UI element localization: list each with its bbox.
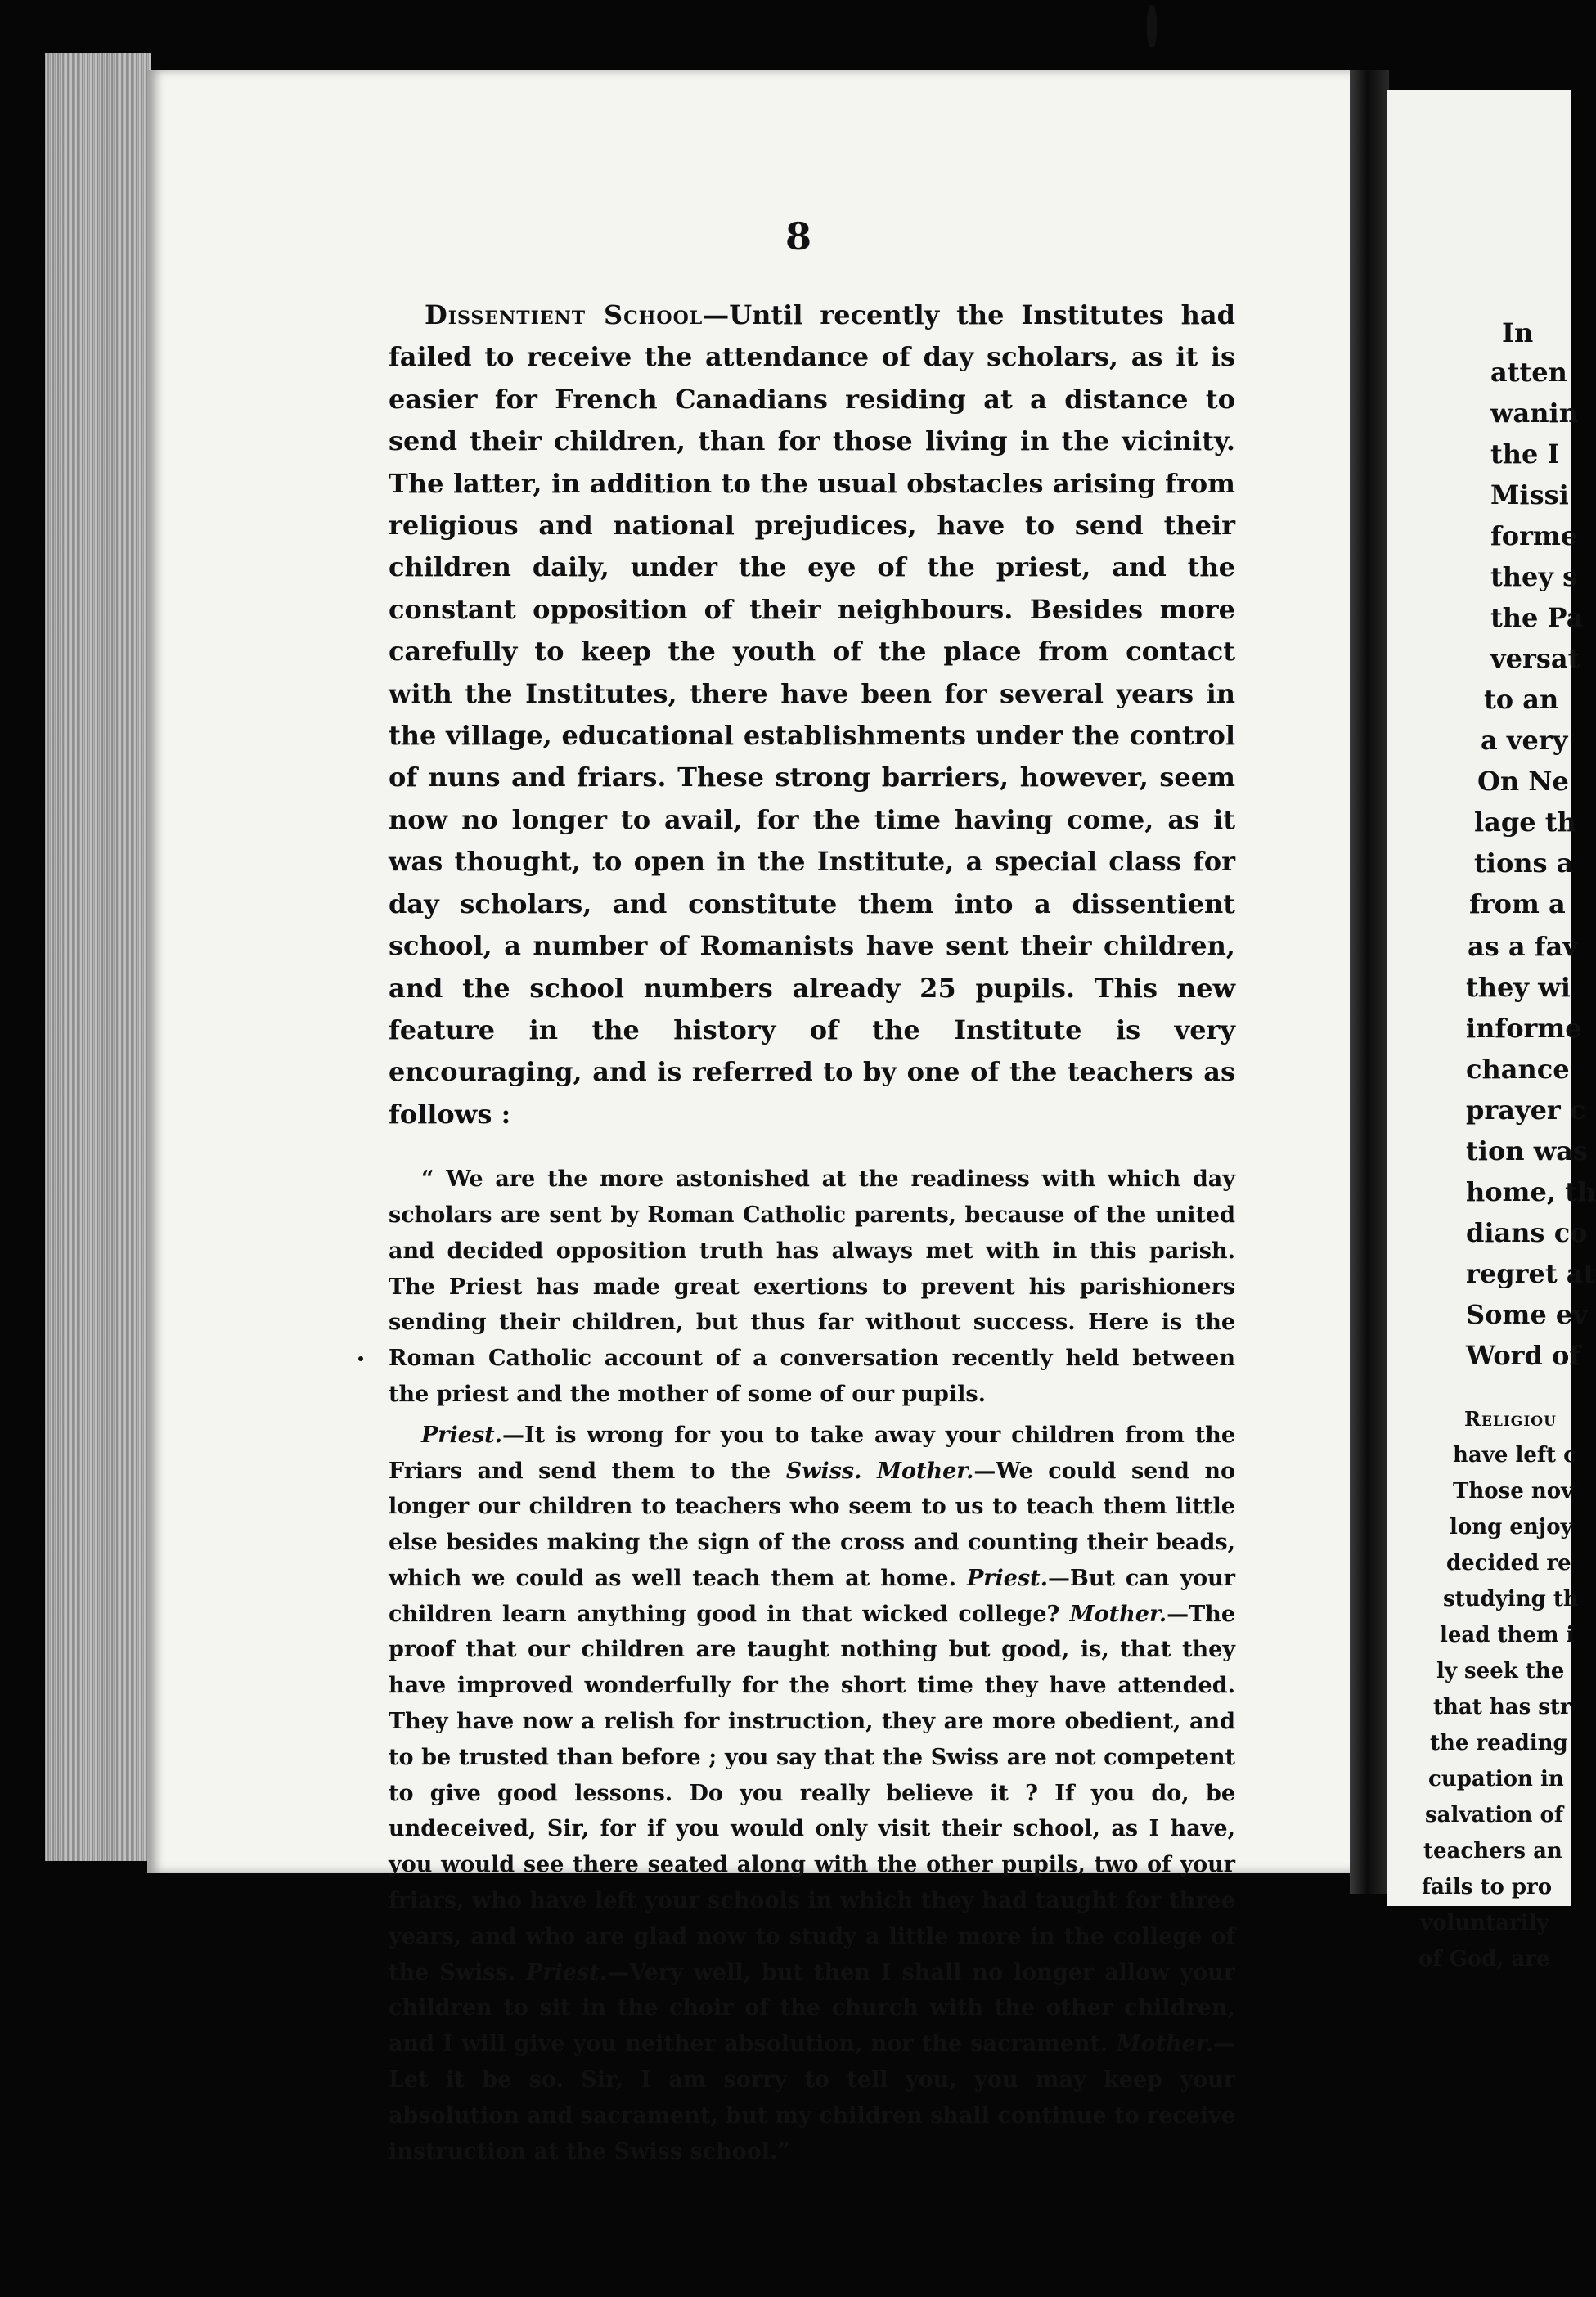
right-page-fragment — [1387, 90, 1596, 1971]
right-page-line: wanin — [1490, 398, 1578, 429]
right-page-line: the reading — [1430, 1731, 1568, 1755]
right-page-line: home, th — [1466, 1176, 1596, 1207]
right-page-line: lage th — [1474, 807, 1576, 838]
dialogue-paragraph — [389, 1418, 1235, 2170]
right-page-line: cupation in — [1428, 1767, 1564, 1791]
right-page-line: voluntarily — [1420, 1911, 1549, 1935]
intro-text: —Until recently the Institutes had failed to receive the attendance of day scholars, as it is easier for French Canadians residing at a distance to send their children, than for those living in the vicinity. The latter, in addition to the usual obstacles arising from religious and national prejudices, have to send their children daily, under the eye of the priest, and the constant opposition of their neighbours. Besides more carefully to keep the youth of the place from contact with the Institutes, there have been for several years in the village, educational establishments under the control of nuns and friars. These strong barriers, however, seem now no longer to avail, for the time having come, as it was thought, to open in the Institute, a special class for day scholars, and constitute them into a dissentient school, a number of Romanists have sent their children, and the school numbers already 25 pupils. This new feature in the history of the Institute is very encouraging, and is referred to by one of the teachers as follows : — [389, 299, 1235, 1130]
right-page-line: prayer c — [1466, 1095, 1586, 1126]
dialogue-text: —Let it be so. Sir, I am sorry to tell you, you may keep your absolution and sacrament, but my children shall continue to receive instruction at the Swiss school.” — [389, 2031, 1235, 2164]
ink-speck — [358, 1356, 363, 1361]
right-page-line: a very — [1481, 725, 1568, 756]
right-page-line: that has str — [1433, 1695, 1571, 1719]
right-page-line: from a — [1469, 888, 1566, 919]
speaker-label: Mother. — [877, 1458, 974, 1484]
ink-speck — [1147, 5, 1157, 47]
right-page-line: In — [1502, 317, 1534, 348]
right-page-line: Word of — [1466, 1340, 1581, 1371]
emphasis-word: Swiss. — [785, 1458, 862, 1484]
right-page-line: chance — [1466, 1054, 1570, 1085]
right-page-line: atten — [1490, 357, 1567, 388]
right-page-line: Religiou — [1464, 1407, 1557, 1431]
right-page-line: teachers an — [1423, 1839, 1562, 1863]
book-gutter — [1350, 70, 1389, 1894]
right-page-line: Missi — [1490, 479, 1569, 510]
speaker-label: Priest. — [526, 1959, 608, 1985]
right-page-line: as a fav — [1468, 931, 1578, 962]
dialogue-text: —But can your children learn anything good in that wicked college? — [389, 1565, 1236, 1627]
right-page-line: informe — [1466, 1013, 1582, 1044]
right-page-line: decided re — [1446, 1551, 1571, 1576]
page-body — [389, 294, 1235, 2169]
right-page-line: of God, are — [1418, 1947, 1550, 1971]
speaker-label: Mother. — [1116, 2031, 1213, 2057]
right-page-line: ly seek the — [1436, 1659, 1565, 1683]
speaker-label: Mother. — [1069, 1601, 1167, 1627]
dialogue-text: —Very well, but then I shall no longer allow your children to sit in the choir of the church with the other children, and I will give you neither absolution, nor the sacrament. — [389, 1959, 1235, 2057]
right-page-line: they wi — [1466, 972, 1571, 1003]
right-page-line: lead them i — [1440, 1623, 1575, 1647]
page-stack-edge — [45, 53, 151, 1861]
right-page-line: regret at — [1466, 1258, 1596, 1289]
page-number: 8 — [785, 214, 812, 258]
right-page-line: tion was — [1466, 1135, 1588, 1166]
right-page-line: to an — [1484, 684, 1559, 715]
speaker-label: Priest. — [421, 1422, 503, 1448]
right-page-line: versat — [1490, 643, 1580, 674]
right-page-line: dians co — [1466, 1217, 1588, 1248]
right-page-line: tions a — [1474, 847, 1574, 879]
dialogue-text — [862, 1459, 878, 1484]
right-page-line: forme — [1490, 520, 1578, 551]
right-page-line: On Ne — [1477, 766, 1569, 797]
right-page-line: long enjoy — [1450, 1515, 1573, 1540]
right-page-line: the Pa — [1490, 602, 1584, 633]
dialogue-text: —It is wrong for you to take away your children from the Friars and send them to the — [389, 1422, 1235, 1484]
right-page-line: salvation of — [1425, 1803, 1564, 1827]
right-page-line: they s — [1490, 561, 1578, 592]
dialogue-text: —We could send no longer our children to teachers who seem to us to teach them little else besides making the sign of the cross and counting their beads, which we could as well teach them at home. — [389, 1458, 1236, 1591]
right-page-line: the I — [1490, 438, 1560, 470]
quote-paragraph: “ We are the more astonished at the readiness with which day scholars are sent by Roman Catholic parents, because of the united and decided opposition truth has always met with in this parish. The Priest has made great exertions to prevent his parishioners sending their children, but thus far without success. Here is the Roman Catholic account of a conversation recently held between the priest and the mother of some of our pupils. — [389, 1166, 1235, 1407]
right-page-line: have left c — [1453, 1443, 1576, 1468]
right-page-line: Those nov — [1453, 1479, 1574, 1504]
section-heading: Dissentient School — [425, 299, 704, 330]
right-page-line: fails to pro — [1422, 1875, 1553, 1899]
right-page-line: studying th — [1443, 1587, 1579, 1611]
intro-paragraph — [389, 294, 1235, 1135]
speaker-label: Priest. — [966, 1565, 1049, 1591]
dialogue-text: —The proof that our children are taught nothing but good, is, that they have improved wonderfully for the short time they have attended. They have now a relish for instruction, they are more obedient, and to be trusted than before ; you say that the Swiss are not competent to give good lessons. Do you really believe it ? If you do, be undeceived, Sir, for if you would only visit their school, as I have, you would see there seated along with the other pupils, two of your friars, who have left your schools in which they had taught for three years, and who are glad now to study a little more in the college of the Swiss. — [389, 1601, 1235, 1985]
right-page-line: Some ev — [1466, 1299, 1588, 1330]
